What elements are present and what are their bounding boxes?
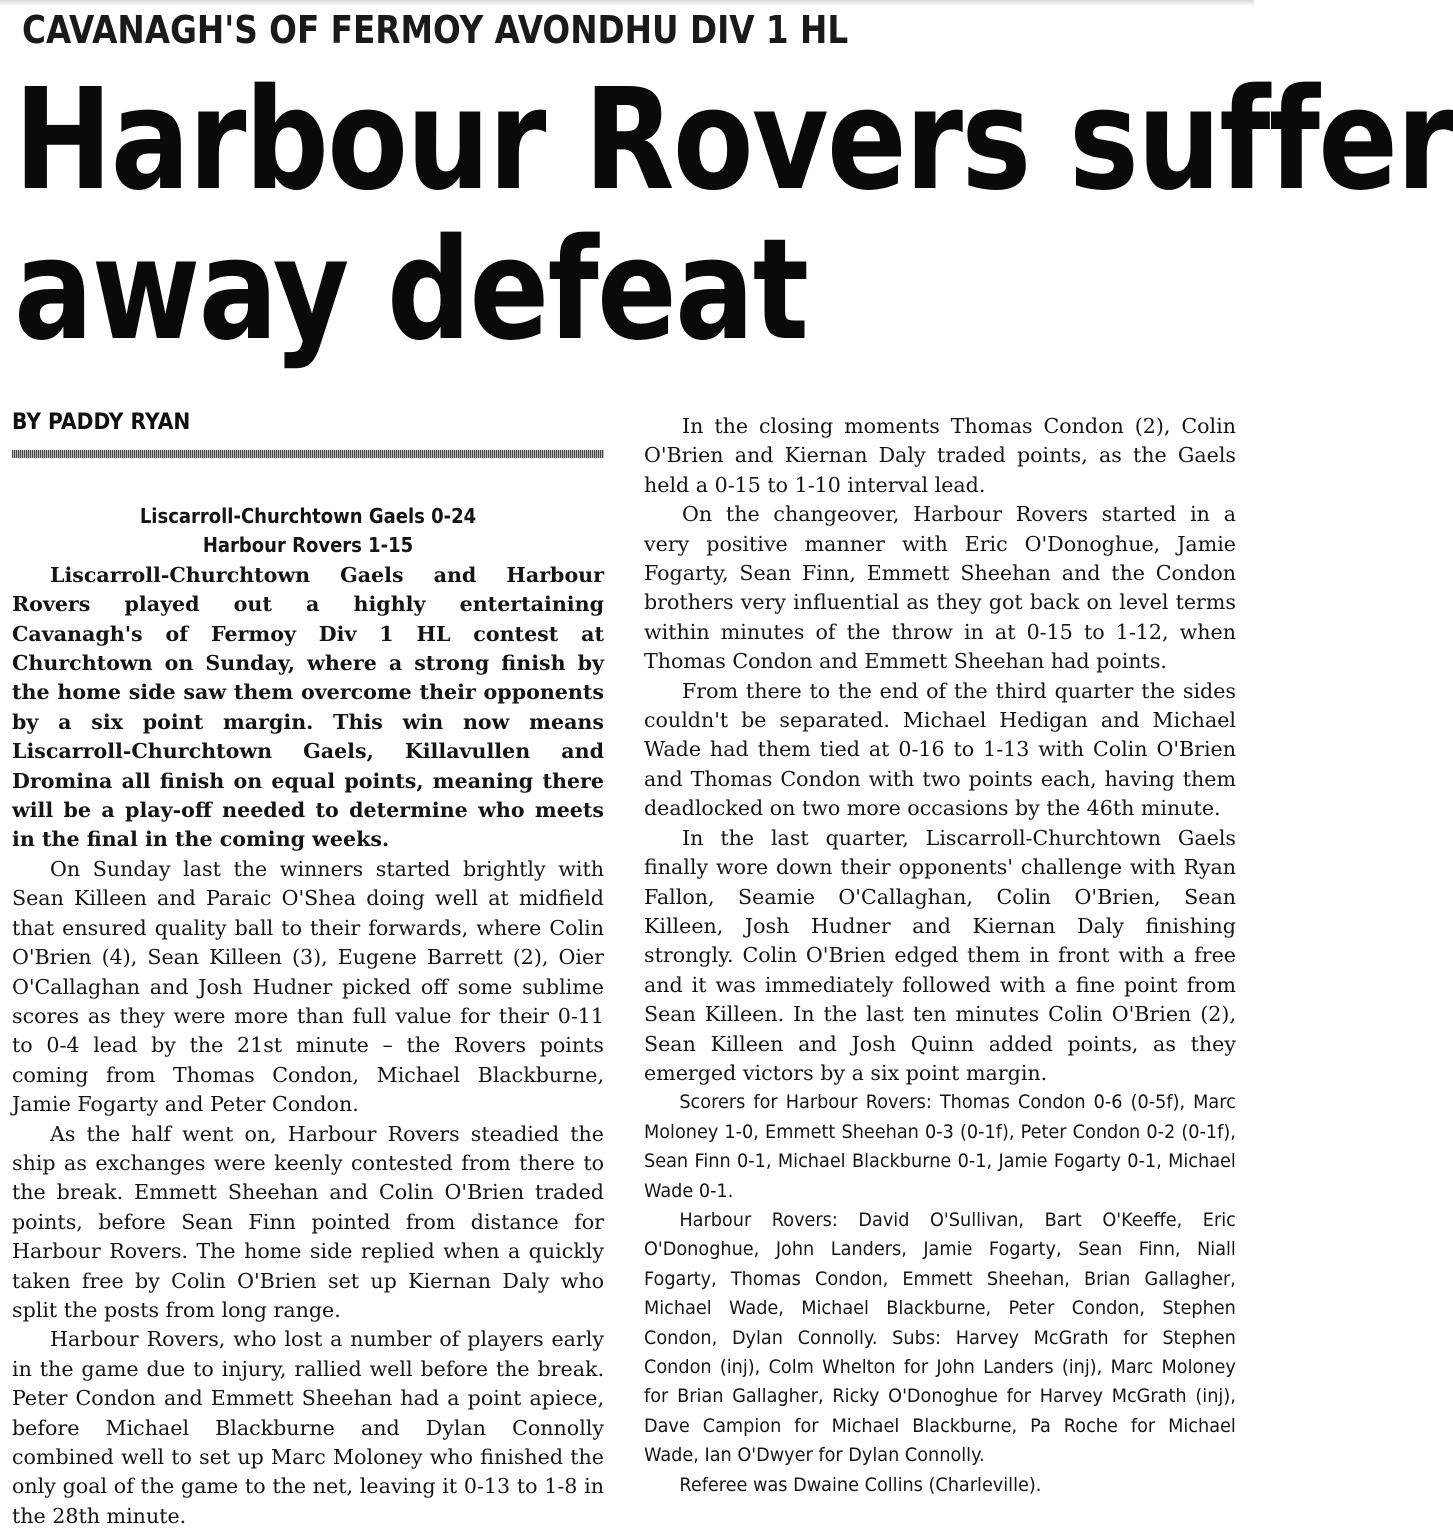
headline-line-1: Harbour Rovers suffer (14, 59, 1453, 222)
article-column-right (644, 412, 1236, 1500)
result-team-1: Liscarroll-Churchtown Gaels 0-24 (139, 504, 477, 528)
scorers-paragraph (644, 1088, 1236, 1206)
paragraph-8: In the last quarter, Liscarroll-Churchtown Gaels finally wore down their opponents' challenge with Ryan Fallon, Seamie O'Callaghan, Colin O'Brien, Sean Killeen, Josh Hudner and Kiernan Daly finishing strongly. Colin O'Brien edged them in front with a free and it was immediately followed with a fine point from Sean Killeen. In the last ten minutes Colin O'Brien (2), Sean Killeen and Josh Quinn added points, as they emerged victors by a six point margin. (644, 825, 1236, 1085)
article-column-left (12, 502, 604, 1531)
result-team-2: Harbour Rovers 1-15 (202, 533, 414, 558)
headline (14, 59, 1453, 372)
paragraph-7: From there to the end of the third quarter the sides couldn't be separated. Michael Hedigan and Michael Wade had them tied at 0-16 to 1-13 with Colin O'Brien and Thomas Condon with two points each, having them deadlocked on two more occasions by the 46th minute. (644, 678, 1236, 821)
scorers-text: Scorers for Harbour Rovers: Thomas Condon 0-6 (0-5f), Marc Moloney 1-0, Emmett Sheehan 0-3 (0-1f), Peter Condon 0-2 (0-1f), Sean Finn 0-1, Michael Blackburne 0-1, Jamie Fogarty 0-1, Michael Wade 0-1. (644, 1091, 1236, 1202)
referee-paragraph (644, 1471, 1236, 1500)
lineup-text: Harbour Rovers: David O'Sullivan, Bart O'Keeffe, Eric O'Donoghue, John Landers, Jamie Fogarty, Sean Finn, Niall Fogarty, Thomas Condon, Emmett Sheehan, Brian Gallagher, Michael Wade, Michael Blackburne, Peter Condon, Stephen Condon, Dylan Connolly. Subs: Harvey McGrath for Stephen Condon (inj), Colm Whelton for John Landers (inj), Marc Moloney for Brian Gallagher, Ricky O'Donoghue for Harvey McGrath (inj), Dave Campion for Michael Blackburne, Pa Roche for Michael Wade, Ian O'Dwyer for Dylan Connolly. (644, 1208, 1236, 1467)
headline-line-2: away defeat (14, 209, 808, 372)
top-rule (0, 0, 1254, 6)
referee-text: Referee was Dwaine Collins (Charleville). (679, 1473, 1042, 1496)
lineup-paragraph (644, 1206, 1236, 1471)
paragraph-5: In the closing moments Thomas Condon (2), Colin O'Brien and Kiernan Daly traded points, as the Gaels held a 0-15 to 1-10 interval lead. (644, 414, 1236, 497)
paragraph-2: On Sunday last the winners started brightly with Sean Killeen and Paraic O'Shea doing well at midfield that ensured quality ball to their forwards, where Colin O'Brien (4), Sean Killeen (3), Eugene Barrett (2), Oier O'Callaghan and Josh Hudner picked off some sublime scores as they were more than full value for their 0-11 to 0-4 lead by the 21st minute – the Rovers points coming from Thomas Condon, Michael Blackburne, Jamie Fogarty and Peter Condon. (12, 856, 604, 1117)
paragraph-6: On the changeover, Harbour Rovers started in a very positive manner with Eric O'Donoghue, Jamie Fogarty, Sean Finn, Emmett Sheehan and the Condon brothers very influential as they got back on level terms within minutes of the throw in at 0-15 to 1-12, when Thomas Condon and Emmett Sheehan had points. (644, 502, 1236, 674)
lead-paragraph: Liscarroll-Churchtown Gaels and Harbour Rovers played out a highly entertaining Cavanagh's of Fermoy Div 1 HL contest at Churchtown on Sunday, where a strong finish by the home side saw them overcome their opponents by a six point margin. This win now means Liscarroll-Churchtown Gaels, Killavullen and Dromina all finish on equal points, meaning there will be a play-off needed to determine who meets in the final in the coming weeks. (12, 562, 604, 852)
section-kicker: CAVANAGH'S OF FERMOY AVONDHU DIV 1 HL (22, 8, 849, 52)
byline-rule (12, 450, 604, 458)
byline: BY PADDY RYAN (12, 410, 191, 435)
paragraph-4: Harbour Rovers, who lost a number of players early in the game due to injury, rallied well before the break. Peter Condon and Emmett Sheehan had a point apiece, before Michael Blackburne and Dylan Connolly combined well to set up Marc Moloney who finished the only goal of the game to the net, leaving it 0-13 to 1-8 in the 28th minute. (12, 1327, 604, 1528)
paragraph-3: As the half went on, Harbour Rovers steadied the ship as exchanges were keenly contested from there to the break. Emmett Sheehan and Colin O'Brien traded points, before Sean Finn pointed from distance for Harbour Rovers. The home side replied when a quickly taken free by Colin O'Brien set up Kiernan Daly who split the posts from long range. (12, 1121, 604, 1322)
